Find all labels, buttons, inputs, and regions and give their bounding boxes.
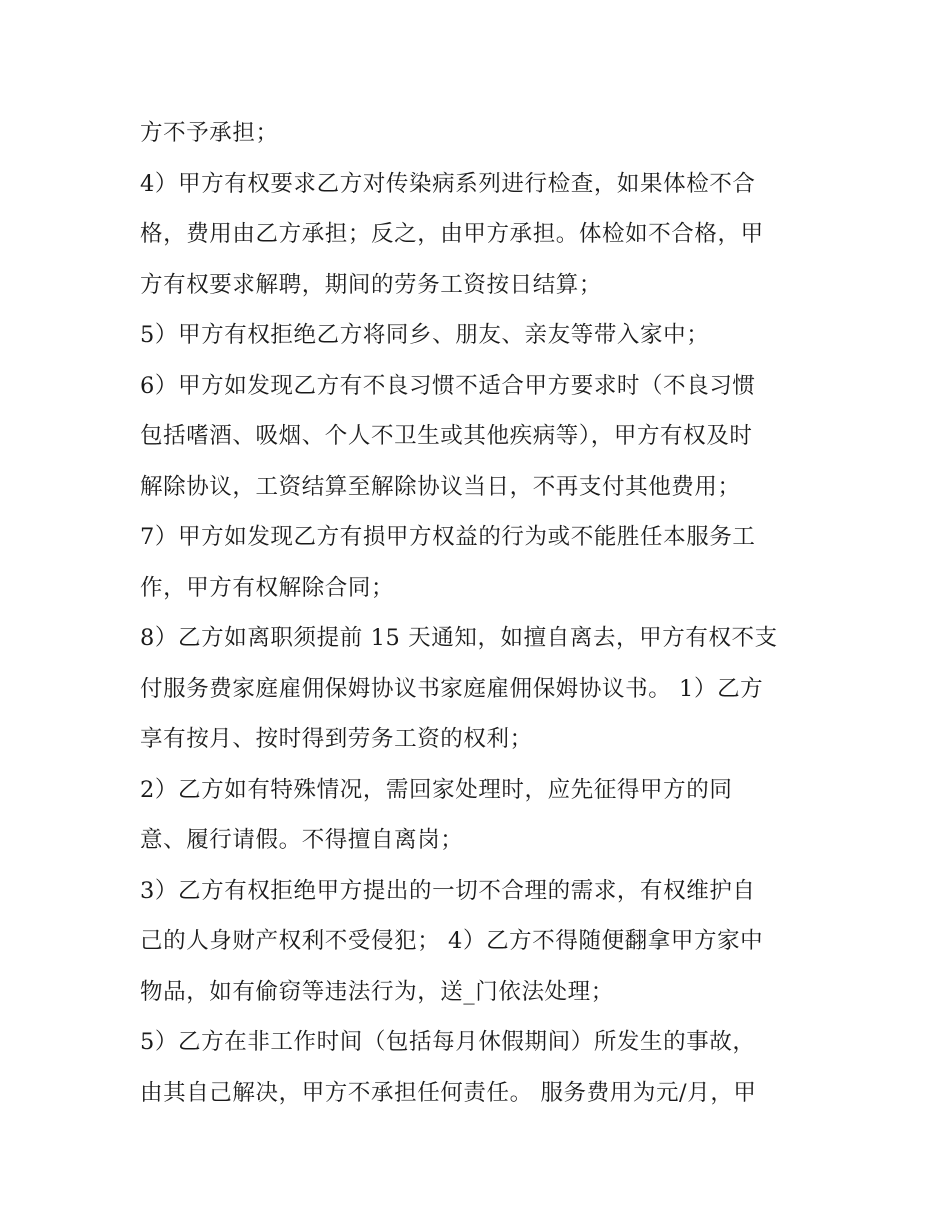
text-line: 格，费用由乙方承担；反之，由甲方承担。体检如不合格，甲: [140, 221, 764, 247]
text-line: 5）乙方在非工作时间（包括每月休假期间）所发生的事故，: [140, 1029, 756, 1055]
text-line: 2）乙方如有特殊情况，需回家处理时，应先征得甲方的同: [140, 776, 733, 803]
text-line: 己的人身财产权利不受侵犯； 4）乙方不得随便翻拿甲方家中: [140, 928, 764, 954]
text-line: 包括嗜酒、吸烟、个人不卫生或其他疾病等），甲方有权及时: [140, 423, 753, 449]
text-line: 作，甲方有权解除合同；: [140, 574, 395, 601]
text-line: 8）乙方如离职须提前 15 天通知，如擅自离去，甲方有权不支: [140, 625, 778, 651]
text-line: 6）甲方如发现乙方有不良习惯不适合甲方要求时（不良习惯: [140, 372, 756, 399]
text-line: 付服务费家庭雇佣保姆协议书家庭雇佣保姆协议书。 1）乙方: [140, 675, 764, 702]
text-line: 解除协议，工资结算至解除协议当日，不再支付其他费用；: [140, 473, 741, 500]
text-line: 由其自己解决，甲方不承担任何责任。 服务费用为元/月，甲: [140, 1079, 757, 1106]
text-line: 方不予承担；: [140, 120, 279, 146]
text-line: 3）乙方有权拒绝甲方提出的一切不合理的需求，有权维护自: [140, 877, 756, 904]
text-line: 4）甲方有权要求乙方对传染病系列进行检查，如果体检不合: [140, 170, 756, 197]
text-line: 享有按月、按时得到劳务工资的权利；: [140, 726, 533, 752]
text-line: 方有权要求解聘，期间的劳务工资按日结算；: [140, 271, 603, 298]
text-line: 5）甲方有权拒绝乙方将同乡、朋友、亲友等带入家中；: [140, 322, 710, 348]
text-line: 意、履行请假。不得擅自离岗；: [140, 827, 464, 853]
document-body: [140, 108, 830, 1118]
text-line: 7）甲方如发现乙方有损甲方权益的行为或不能胜任本服务工: [140, 524, 756, 550]
text-line: 物品，如有偷窃等违法行为，送_门依法处理；: [140, 978, 614, 1005]
